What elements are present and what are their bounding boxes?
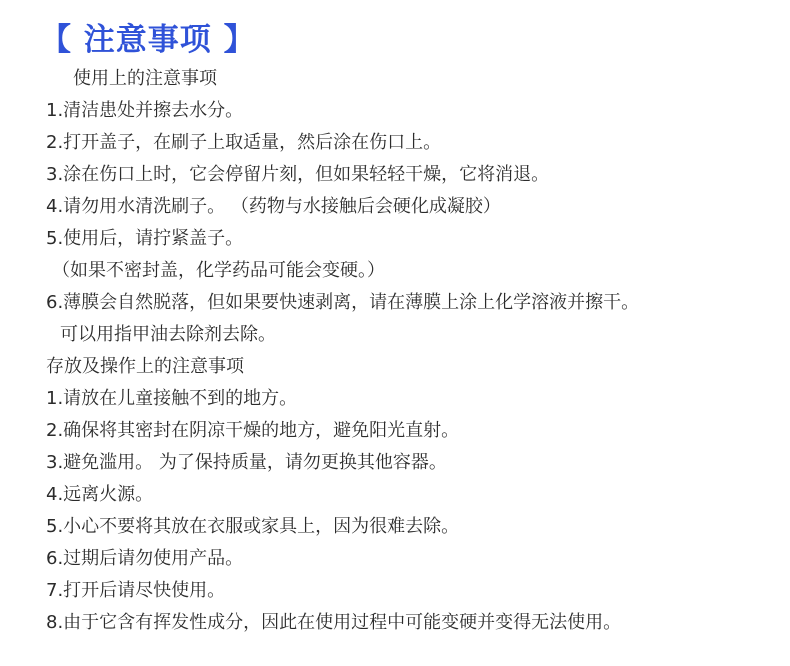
usage-item: 4.请勿用水清洗刷子。 （药物与水接触后会硬化成凝胶） — [46, 196, 501, 217]
storage-section-heading: 存放及操作上的注意事项 — [46, 356, 244, 377]
storage-item: 4.远离火源。 — [46, 484, 154, 505]
usage-item-continuation: 可以用指甲油去除剂去除。 — [60, 324, 276, 345]
usage-item-note: （如果不密封盖，化学药品可能会变硬。） — [52, 260, 385, 281]
storage-item: 6.过期后请勿使用产品。 — [46, 548, 244, 569]
storage-item: 2.确保将其密封在阴凉干燥的地方，避免阳光直射。 — [46, 420, 460, 441]
storage-item: 1.请放在儿童接触不到的地方。 — [46, 388, 298, 409]
usage-item: 1.清洁患处并擦去水分。 — [46, 100, 244, 121]
storage-item: 8.由于它含有挥发性成分，因此在使用过程中可能变硬并变得无法使用。 — [46, 612, 622, 633]
storage-item: 5.小心不要将其放在衣服或家具上，因为很难去除。 — [46, 516, 460, 537]
notes-list — [46, 63, 782, 639]
storage-item: 3.避免滥用。 为了保持质量，请勿更换其他容器。 — [46, 452, 447, 473]
usage-section-heading: 使用上的注意事项 — [73, 68, 217, 89]
usage-item: 3.涂在伤口上时，它会停留片刻，但如果轻轻干燥，它将消退。 — [46, 164, 550, 185]
usage-item: 5.使用后，请拧紧盖子。 — [46, 228, 244, 249]
storage-item: 7.打开后请尽快使用。 — [46, 580, 226, 601]
page-title: 【 注意事项 】 — [40, 22, 256, 58]
usage-item: 6.薄膜会自然脱落，但如果要快速剥离，请在薄膜上涂上化学溶液并擦干。 — [46, 292, 640, 313]
usage-item: 2.打开盖子，在刷子上取适量，然后涂在伤口上。 — [46, 132, 442, 153]
